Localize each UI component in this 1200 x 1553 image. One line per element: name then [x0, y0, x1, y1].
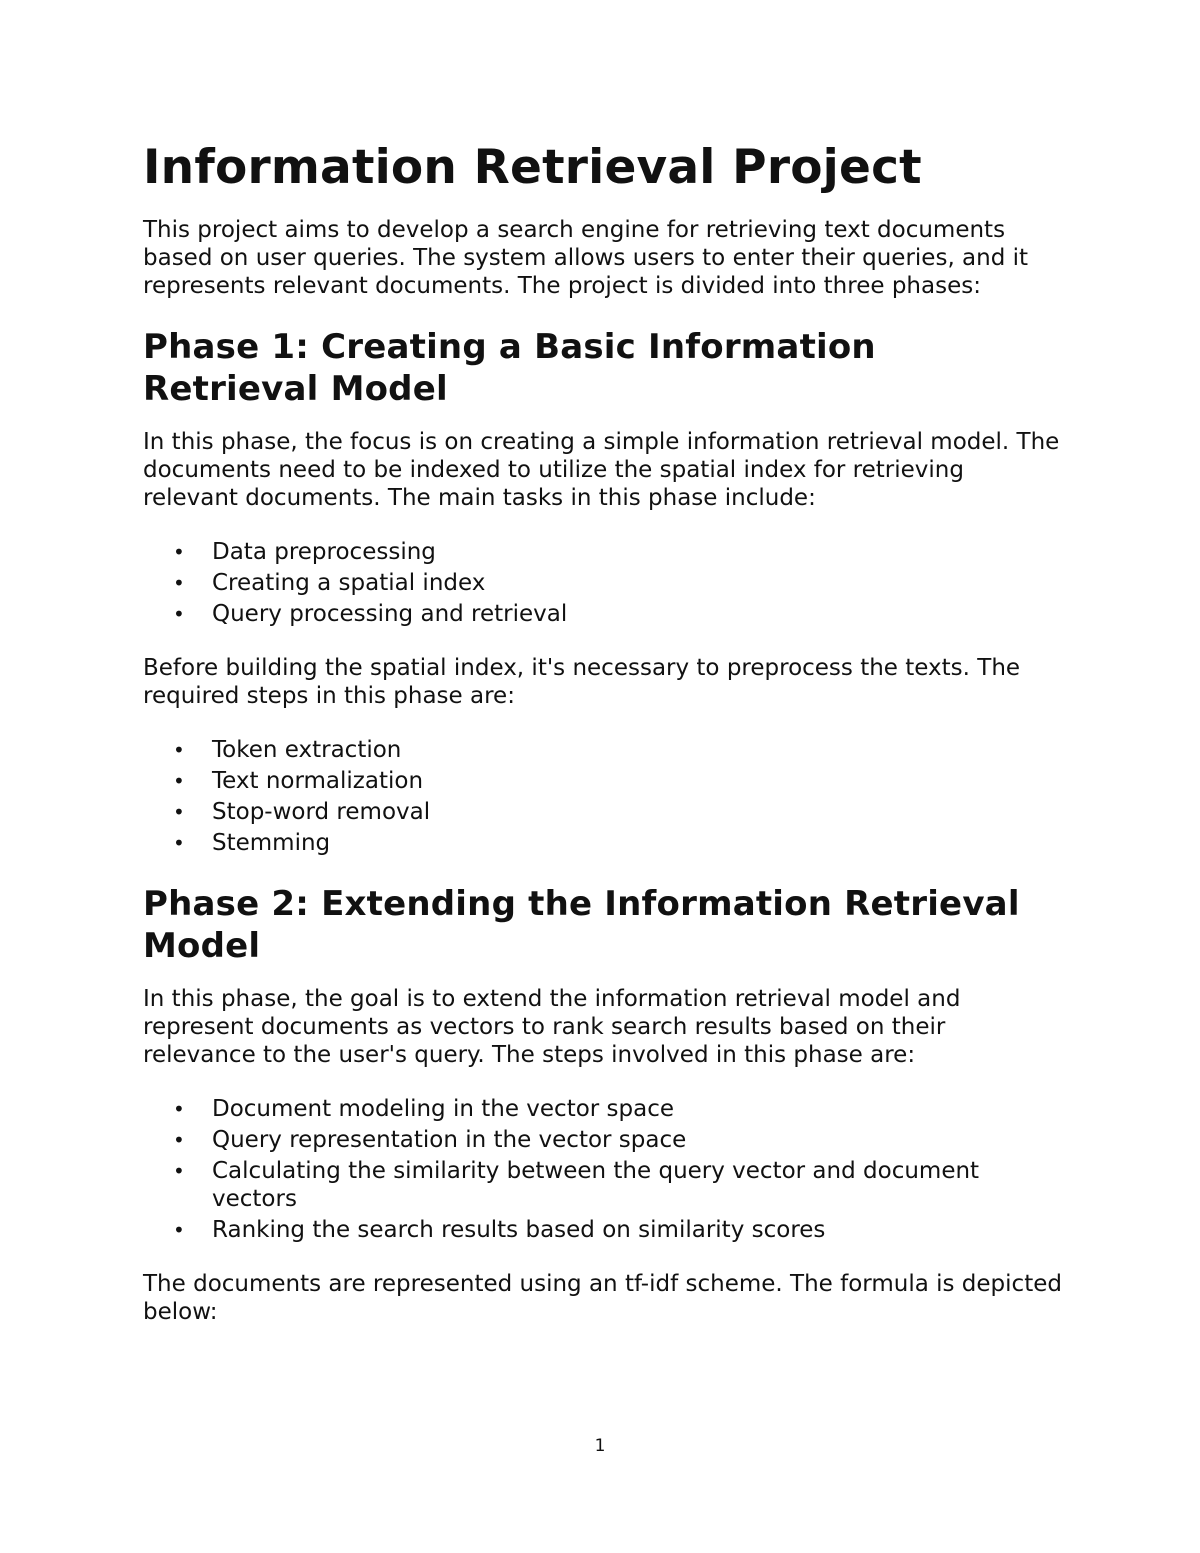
list-item: • Stemming — [173, 830, 331, 856]
bullet-icon: • — [173, 1128, 185, 1152]
phase1-task-list — [143, 538, 1063, 628]
bullet-icon: • — [173, 831, 185, 855]
document-page — [143, 140, 1063, 1352]
list-item: • Calculating the similarity between the query vector and document vectors — [173, 1158, 980, 1212]
list-item: • Query representation in the vector space — [173, 1127, 687, 1153]
phase2-step-list — [143, 1095, 1063, 1244]
bullet-icon: • — [173, 769, 185, 793]
list-item: • Ranking the search results based on similarity scores — [173, 1217, 826, 1243]
list-item: • Query processing and retrieval — [173, 601, 568, 627]
page-number: 1 — [594, 1436, 606, 1456]
list-item: • Data preprocessing — [173, 539, 436, 565]
bullet-icon: • — [173, 571, 185, 595]
intro-paragraph: This project aims to develop a search engine for retrieving text documents based on user queries. The system allows users to enter their queries, and it represents relevant documents. The project is divided into three phases: — [143, 217, 1029, 299]
phase1-paragraph-2: Before building the spatial index, it's necessary to preprocess the texts. The required steps in this phase are: — [143, 655, 1021, 709]
list-item: • Text normalization — [173, 768, 424, 794]
list-item: • Token extraction — [173, 737, 402, 763]
bullet-icon: • — [173, 800, 185, 824]
bullet-icon: • — [173, 1218, 185, 1242]
bullet-icon: • — [173, 1097, 185, 1121]
phase1-paragraph-1: In this phase, the focus is on creating a simple information retrieval model. The documents need to be indexed to utilize the spatial index for retrieving relevant documents. The main tasks in this phase include: — [143, 429, 1060, 511]
bullet-icon: • — [173, 540, 185, 564]
list-item: • Document modeling in the vector space — [173, 1096, 675, 1122]
phase2-paragraph-1: In this phase, the goal is to extend the information retrieval model and represent documents as vectors to rank search results based on their relevance to the user's query. The steps involved in this phase are: — [143, 986, 961, 1068]
document-title: Information Retrieval Project — [143, 140, 922, 195]
list-item: • Creating a spatial index — [173, 570, 486, 596]
phase2-heading: Phase 2: Extending the Information Retrieval Model — [143, 884, 1020, 966]
bullet-icon: • — [173, 738, 185, 762]
phase2-paragraph-2: The documents are represented using an tf-idf scheme. The formula is depicted below: — [143, 1271, 1062, 1325]
bullet-icon: • — [173, 602, 185, 626]
bullet-icon: • — [173, 1159, 185, 1183]
list-item: • Stop-word removal — [173, 799, 431, 825]
phase1-heading: Phase 1: Creating a Basic Information Retrieval Model — [143, 327, 876, 409]
phase1-step-list — [143, 736, 1063, 857]
